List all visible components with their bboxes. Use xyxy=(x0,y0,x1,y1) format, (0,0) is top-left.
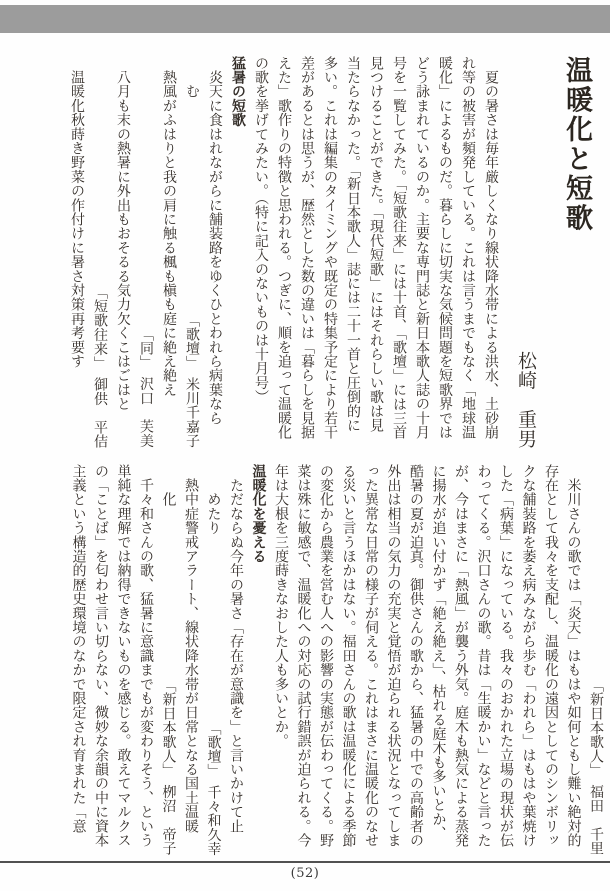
tanka-continuation: む xyxy=(184,56,200,99)
masthead-bar xyxy=(0,5,610,33)
text-column: 号を一覧してみた。「短歌往来」には十首、「歌壇」には三首 xyxy=(391,56,407,440)
attribution-column xyxy=(88,56,111,448)
author-column xyxy=(516,56,536,448)
tanka-continuation: めたり xyxy=(205,464,222,535)
text-column: の「ことば」を匂わせ言い切らない、微妙な余韻の中に資本 xyxy=(93,464,109,848)
text-column: 存在として我々を支配し、温暖化の遠因としてのシンボリッ xyxy=(543,464,559,848)
text-column: 差があるとは思うが、歴然とした数の違いは「暮らしを見据 xyxy=(299,56,315,440)
attribution: 「歌壇」 千々和久幸 xyxy=(205,721,222,856)
text-column: の歌を挙げてみたい。（特に記入のないものは十月号） xyxy=(253,56,269,404)
text-column: 米川さんの歌では「炎天」はもはや如何ともし難い絶対的 xyxy=(565,464,582,848)
text-column: 菜は殊に敏感で、温暖化への対応の試行錯誤が迫られる。今 xyxy=(295,464,312,848)
article-title: 温暖化と短歌 xyxy=(561,56,592,233)
text-column: った異常な日常の様子が伺える。これはまさに温暖化のなせ xyxy=(363,464,379,848)
text-column: 夏の暑さは毎年厳しくなり線状降水帯による洪水、土砂崩 xyxy=(483,56,499,440)
text-column: 見つけることができた。「現代短歌」にはそれらしい歌は見 xyxy=(368,56,384,433)
text-column: る災いと言うほかはない。福田さんの歌は温暖化による季節 xyxy=(340,464,357,848)
attribution: 「新日本歌人」 栁沼 帝子 xyxy=(160,678,177,856)
text-column: 千々和さんの歌、猛暑に意識までもが変わりそう、という xyxy=(138,464,154,848)
author-name: 松崎 重男 xyxy=(515,350,537,448)
tanka-column: 炎天に食はれながらに舗装路をゆくひとわれら病葉なら xyxy=(207,56,223,426)
attribution: 「新日本歌人」 福田 千里 xyxy=(588,678,604,856)
text-column: に揚水が追い付かず「絶え絶え」、枯れる庭木も多いとか、 xyxy=(430,464,447,841)
attribution: 「短歌往来」 御供 平佶 xyxy=(92,284,108,448)
text-column: どう詠まれているのか。主要な専門誌と新日本歌人誌の十月 xyxy=(414,56,430,440)
section-heading: 猛暑の短歌 xyxy=(230,56,246,127)
tanka-continuation: 化 xyxy=(160,464,177,507)
section-heading: 温暖化を憂える xyxy=(250,464,267,564)
tanka-column: 熱中症警戒アラート、線状降水帯が日常となる国土温暖 xyxy=(183,464,199,834)
page-number: (52) xyxy=(290,866,320,881)
text-column: 外出は相当の気力の充実と覚悟が迫られる状況となってしま xyxy=(385,464,402,848)
text-column: クな舗装路を萎え病みながら歩む「われら」はもはや葉焼け xyxy=(520,464,537,848)
text-column: の変化から農業を営む人への影響の実態が伝わってくる。野 xyxy=(318,464,334,848)
text-column: 単純な理解では納得できないものを感じる。敢えてマルクス xyxy=(115,464,132,848)
footer-rule xyxy=(0,861,610,863)
text-column: 当たらなかった。「新日本歌人」誌には二十一首と圧倒的に xyxy=(345,56,361,433)
tanka-column: 八月も末の熱暑に外出もおそるる気力欠くこはごはと xyxy=(115,56,131,411)
tanka-column: ただならぬ今年の暑さ「存在が意識を」と言いかけて止 xyxy=(228,464,244,834)
tanka-column xyxy=(202,464,225,856)
lower-text-block xyxy=(67,464,607,856)
attribution: 「同」 沢口 芙美 xyxy=(138,327,154,448)
text-column: えた」歌作りの特徴と思われる。つぎに、順を追って温暖化 xyxy=(276,56,292,440)
attribution: 「歌壇」 米川千嘉子 xyxy=(184,313,200,448)
text-column: 多い。これは編集のタイミングや既定の特集予定により若干 xyxy=(322,56,338,440)
upper-text-block xyxy=(65,56,596,448)
text-column: 酷暑の夏が迫真。御供さんの歌から、猛暑の中での高齢者の xyxy=(408,464,424,848)
attribution-column xyxy=(134,56,157,448)
text-column: 主義という構造的歴史環境のなかで限定され育まれた「意 xyxy=(70,464,87,834)
text-column: 年は大根を三度蒔きなおした人も多いとか。 xyxy=(273,464,289,748)
text-column: 暖化」によるものだ。暮らしに切実な気候問題を短歌界では xyxy=(437,56,453,440)
tanka-column xyxy=(180,56,203,448)
text-column: が、今はまさに「熱風」が襲う外気。庭木も熱気による蒸発 xyxy=(453,464,469,848)
tanka-column: 温暖化秋蒔き野菜の作付けに暑さ対策再考要す xyxy=(69,56,85,369)
text-column: れ等の被害が頻発している。これは言うまでもなく「地球温 xyxy=(460,56,476,440)
text-column: した「病葉」になっている。我々のおかれた立場の現状が伝 xyxy=(498,464,514,848)
tanka-column xyxy=(157,464,180,856)
tanka-column: 熱風がふはりと我の肩に触る楓も槇も庭に絶え絶え xyxy=(161,56,177,397)
text-column: わってくる。沢口さんの歌。昔は「生暖かい」などと言った xyxy=(475,464,492,848)
attribution-column xyxy=(585,464,608,856)
